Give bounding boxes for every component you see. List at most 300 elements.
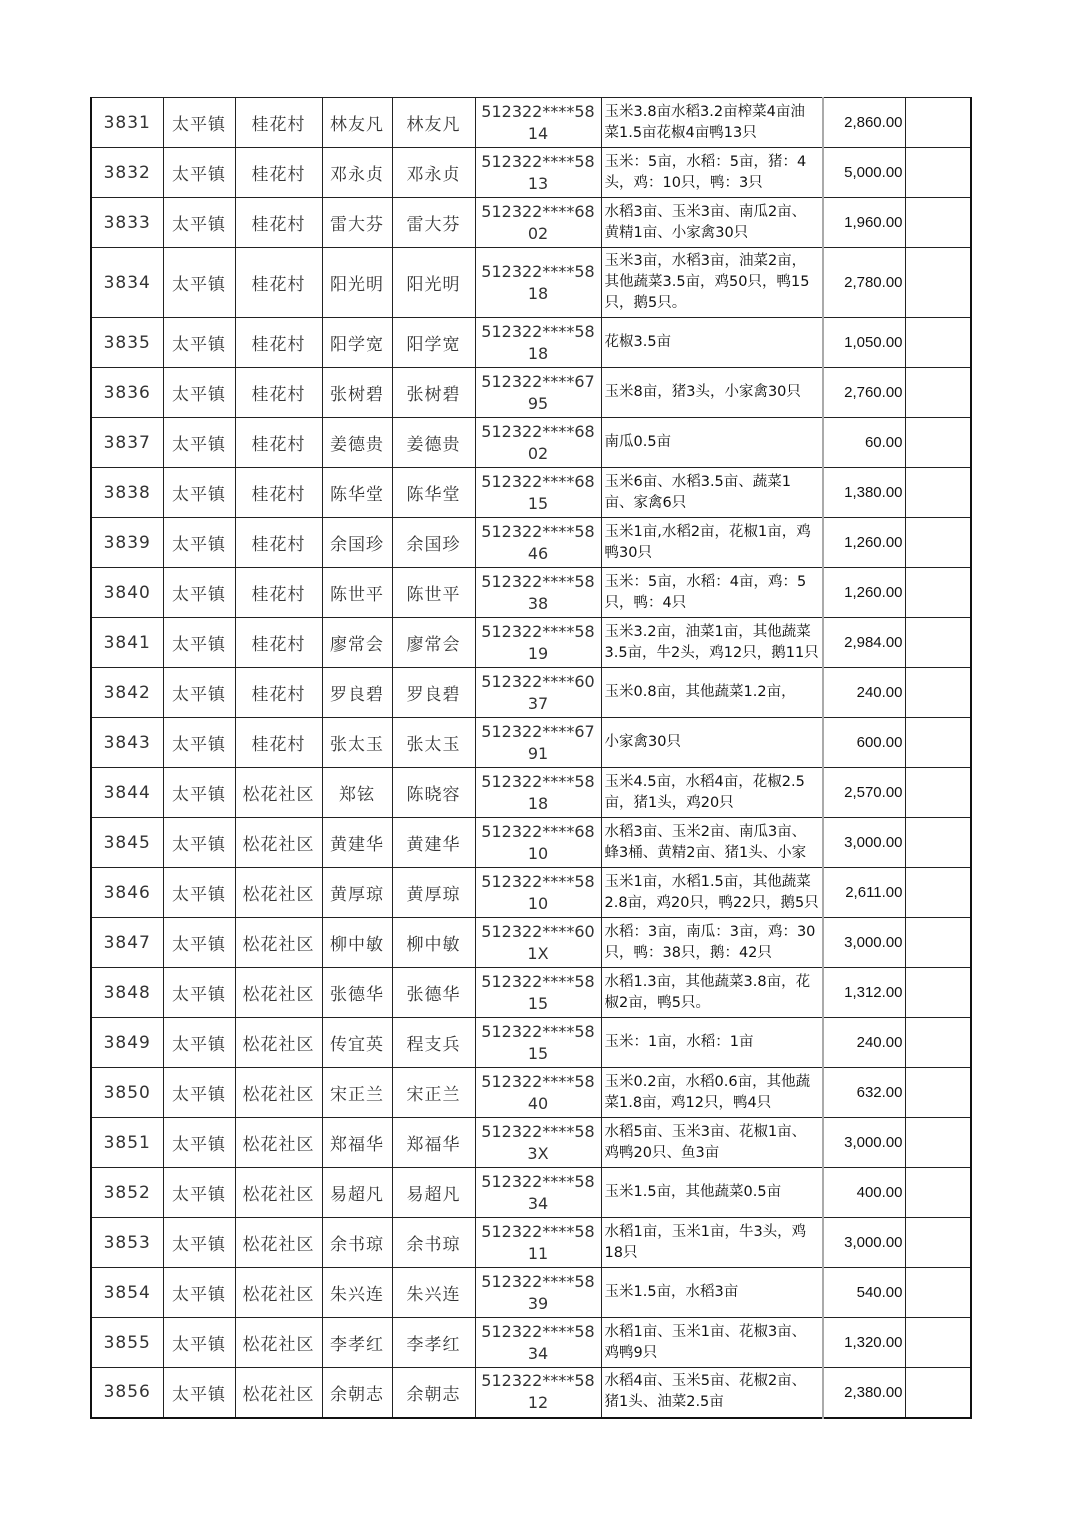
cell-household-name: 朱兴连 — [322, 1268, 392, 1318]
cell-village: 松花社区 — [235, 1218, 322, 1268]
id-number-line-2: 1X — [527, 943, 549, 963]
cell-items — [601, 468, 823, 518]
cell-village: 松花社区 — [235, 918, 322, 968]
id-number-line-1: 512322****60 — [481, 921, 595, 941]
cell-household-name: 郑福华 — [322, 1118, 392, 1168]
cell-village: 桂花村 — [235, 318, 322, 368]
cell-payee-name: 余朝志 — [392, 1368, 475, 1418]
cell-amount: 400.00 — [823, 1168, 905, 1218]
id-number-line-1: 512322****68 — [481, 201, 595, 221]
cell-village: 松花社区 — [235, 1168, 322, 1218]
cell-serial-number: 3851 — [91, 1118, 163, 1168]
cell-amount: 3,000.00 — [823, 818, 905, 868]
cell-payee-name: 罗良碧 — [392, 668, 475, 718]
cell-serial-number: 3836 — [91, 368, 163, 418]
cell-items — [601, 718, 823, 768]
cell-household-name: 廖常会 — [322, 618, 392, 668]
items-text: 玉米1亩，水稻1.5亩，其他蔬菜2.8亩，鸡20只，鸭22只，鹅5只 — [604, 873, 819, 911]
cell-household-name: 张德华 — [322, 968, 392, 1018]
cell-amount: 240.00 — [823, 668, 905, 718]
cell-payee-name: 姜德贵 — [392, 418, 475, 468]
cell-amount: 2,984.00 — [823, 618, 905, 668]
cell-id-number — [475, 1218, 601, 1268]
cell-town: 太平镇 — [163, 98, 235, 148]
cell-serial-number: 3837 — [91, 418, 163, 468]
cell-serial-number: 3839 — [91, 518, 163, 568]
cell-serial-number: 3833 — [91, 198, 163, 248]
cell-id-number — [475, 1118, 601, 1168]
id-number-line-1: 512322****58 — [481, 521, 595, 541]
cell-amount: 2,760.00 — [823, 368, 905, 418]
table-row — [91, 668, 971, 718]
cell-id-number — [475, 718, 601, 768]
cell-amount: 2,860.00 — [823, 98, 905, 148]
cell-serial-number: 3844 — [91, 768, 163, 818]
cell-town: 太平镇 — [163, 568, 235, 618]
cell-remark — [905, 1118, 971, 1168]
cell-remark — [905, 1218, 971, 1268]
cell-town: 太平镇 — [163, 518, 235, 568]
cell-household-name: 罗良碧 — [322, 668, 392, 718]
cell-town: 太平镇 — [163, 768, 235, 818]
cell-amount: 1,260.00 — [823, 568, 905, 618]
cell-town: 太平镇 — [163, 668, 235, 718]
cell-id-number — [475, 568, 601, 618]
id-number-line-1: 512322****58 — [481, 1121, 595, 1141]
cell-amount: 2,780.00 — [823, 248, 905, 318]
cell-payee-name: 陈华堂 — [392, 468, 475, 518]
cell-payee-name: 宋正兰 — [392, 1068, 475, 1118]
cell-id-number — [475, 148, 601, 198]
id-number-line-1: 512322****58 — [481, 1321, 595, 1341]
cell-items — [601, 918, 823, 968]
id-number-line-2: 10 — [527, 843, 549, 863]
cell-remark — [905, 468, 971, 518]
id-number-line-1: 512322****67 — [481, 371, 595, 391]
table-row — [91, 1318, 971, 1368]
items-text: 玉米：5亩，水稻：5亩，猪：4头，鸡：10只，鸭：3只 — [604, 153, 807, 191]
items-text: 南瓜0.5亩 — [604, 434, 672, 450]
cell-village: 松花社区 — [235, 1268, 322, 1318]
cell-household-name: 雷大芬 — [322, 198, 392, 248]
cell-household-name: 邓永贞 — [322, 148, 392, 198]
table-row — [91, 418, 971, 468]
cell-town: 太平镇 — [163, 1018, 235, 1068]
id-number-line-2: 15 — [527, 493, 549, 513]
cell-household-name: 李孝红 — [322, 1318, 392, 1368]
cell-payee-name: 陈晓容 — [392, 768, 475, 818]
cell-remark — [905, 1318, 971, 1368]
cell-remark — [905, 668, 971, 718]
items-text: 玉米3.8亩水稻3.2亩榨菜4亩油菜1.5亩花椒4亩鸭13只 — [604, 103, 805, 141]
cell-amount: 1,380.00 — [823, 468, 905, 518]
cell-payee-name: 郑福华 — [392, 1118, 475, 1168]
cell-payee-name: 林友凡 — [392, 98, 475, 148]
cell-town: 太平镇 — [163, 1068, 235, 1118]
id-number-line-2: 13 — [527, 173, 549, 193]
cell-village: 桂花村 — [235, 418, 322, 468]
items-text: 玉米0.2亩，水稻0.6亩，其他蔬菜1.8亩，鸡12只，鸭4只 — [604, 1073, 811, 1111]
cell-village: 松花社区 — [235, 1018, 322, 1068]
cell-village: 桂花村 — [235, 98, 322, 148]
table-row — [91, 1018, 971, 1068]
cell-amount: 1,050.00 — [823, 318, 905, 368]
id-number-line-2: 10 — [527, 893, 549, 913]
cell-remark — [905, 248, 971, 318]
cell-id-number — [475, 818, 601, 868]
cell-payee-name: 黄建华 — [392, 818, 475, 868]
cell-town: 太平镇 — [163, 618, 235, 668]
id-number-line-2: 12 — [527, 1393, 549, 1413]
id-number-line-1: 512322****60 — [481, 671, 595, 691]
table-body — [91, 98, 971, 1418]
cell-serial-number: 3831 — [91, 98, 163, 148]
id-number-line-1: 512322****58 — [481, 1221, 595, 1241]
items-text: 玉米3.2亩，油菜1亩，其他蔬菜3.5亩，牛2头，鸡12只，鹅11只 — [604, 623, 819, 661]
cell-amount: 3,000.00 — [823, 1118, 905, 1168]
cell-amount: 1,320.00 — [823, 1318, 905, 1368]
cell-household-name: 张树碧 — [322, 368, 392, 418]
items-text: 水稻5亩、玉米3亩、花椒1亩、鸡鸭20只、鱼3亩 — [604, 1123, 807, 1161]
id-number-line-2: 18 — [527, 793, 549, 813]
id-number-line-2: 40 — [527, 1093, 549, 1113]
cell-town: 太平镇 — [163, 1368, 235, 1418]
cell-town: 太平镇 — [163, 1168, 235, 1218]
cell-village: 桂花村 — [235, 518, 322, 568]
table-row — [91, 968, 971, 1018]
cell-payee-name: 李孝红 — [392, 1318, 475, 1368]
cell-town: 太平镇 — [163, 1318, 235, 1368]
cell-id-number — [475, 368, 601, 418]
table-row — [91, 1068, 971, 1118]
items-text: 玉米8亩，猪3头，小家禽30只 — [604, 384, 801, 400]
cell-serial-number: 3855 — [91, 1318, 163, 1368]
cell-items — [601, 1118, 823, 1168]
items-text: 小家禽30只 — [604, 734, 681, 750]
cell-items — [601, 1068, 823, 1118]
subsidy-table-container — [90, 97, 972, 1419]
id-number-line-2: 38 — [527, 593, 549, 613]
cell-village: 松花社区 — [235, 818, 322, 868]
cell-id-number — [475, 1018, 601, 1068]
cell-village: 桂花村 — [235, 568, 322, 618]
items-text: 花椒3.5亩 — [604, 334, 672, 350]
cell-village: 桂花村 — [235, 468, 322, 518]
items-text: 玉米1.5亩，其他蔬菜0.5亩 — [604, 1184, 782, 1200]
cell-payee-name: 黄厚琼 — [392, 868, 475, 918]
cell-town: 太平镇 — [163, 248, 235, 318]
cell-items — [601, 368, 823, 418]
id-number-line-2: 19 — [527, 643, 549, 663]
cell-serial-number: 3850 — [91, 1068, 163, 1118]
cell-payee-name: 廖常会 — [392, 618, 475, 668]
id-number-line-2: 02 — [527, 223, 549, 243]
table-row — [91, 368, 971, 418]
cell-items — [601, 1018, 823, 1068]
id-number-line-1: 512322****58 — [481, 101, 595, 121]
cell-payee-name: 雷大芬 — [392, 198, 475, 248]
table-row — [91, 918, 971, 968]
cell-village: 桂花村 — [235, 368, 322, 418]
items-text: 水稻3亩、玉米3亩、南瓜2亩、黄精1亩、小家禽30只 — [604, 203, 807, 241]
id-number-line-1: 512322****68 — [481, 421, 595, 441]
cell-payee-name: 余书琼 — [392, 1218, 475, 1268]
cell-items — [601, 668, 823, 718]
cell-payee-name: 朱兴连 — [392, 1268, 475, 1318]
cell-town: 太平镇 — [163, 968, 235, 1018]
cell-household-name: 黄厚琼 — [322, 868, 392, 918]
cell-remark — [905, 968, 971, 1018]
cell-village: 桂花村 — [235, 248, 322, 318]
id-number-line-2: 34 — [527, 1193, 549, 1213]
cell-items — [601, 248, 823, 318]
table-row — [91, 618, 971, 668]
cell-items — [601, 968, 823, 1018]
cell-serial-number: 3834 — [91, 248, 163, 318]
cell-payee-name: 易超凡 — [392, 1168, 475, 1218]
id-number-line-1: 512322****58 — [481, 621, 595, 641]
cell-id-number — [475, 318, 601, 368]
cell-id-number — [475, 768, 601, 818]
cell-village: 桂花村 — [235, 148, 322, 198]
cell-remark — [905, 818, 971, 868]
cell-amount: 632.00 — [823, 1068, 905, 1118]
id-number-line-1: 512322****58 — [481, 151, 595, 171]
cell-household-name: 阳学宽 — [322, 318, 392, 368]
cell-village: 松花社区 — [235, 1068, 322, 1118]
cell-id-number — [475, 418, 601, 468]
cell-remark — [905, 618, 971, 668]
cell-village: 松花社区 — [235, 868, 322, 918]
cell-household-name: 陈世平 — [322, 568, 392, 618]
items-text: 玉米：5亩，水稻：4亩，鸡：5只，鸭：4只 — [604, 573, 807, 611]
id-number-line-2: 91 — [527, 743, 549, 763]
cell-household-name: 易超凡 — [322, 1168, 392, 1218]
cell-household-name: 余国珍 — [322, 518, 392, 568]
cell-household-name: 阳光明 — [322, 248, 392, 318]
cell-household-name: 黄建华 — [322, 818, 392, 868]
cell-town: 太平镇 — [163, 198, 235, 248]
table-row — [91, 98, 971, 148]
cell-household-name: 郑铉 — [322, 768, 392, 818]
cell-remark — [905, 1068, 971, 1118]
subsidy-table — [90, 97, 972, 1419]
cell-payee-name: 陈世平 — [392, 568, 475, 618]
id-number-line-2: 14 — [527, 123, 549, 143]
cell-village: 桂花村 — [235, 718, 322, 768]
cell-village: 松花社区 — [235, 1318, 322, 1368]
cell-amount: 1,312.00 — [823, 968, 905, 1018]
cell-items — [601, 1318, 823, 1368]
table-row — [91, 1268, 971, 1318]
id-number-line-1: 512322****58 — [481, 1271, 595, 1291]
cell-items — [601, 768, 823, 818]
cell-remark — [905, 198, 971, 248]
cell-serial-number: 3856 — [91, 1368, 163, 1418]
items-text: 玉米：1亩，水稻：1亩 — [604, 1034, 754, 1050]
id-number-line-1: 512322****58 — [481, 321, 595, 341]
cell-payee-name: 张德华 — [392, 968, 475, 1018]
id-number-line-2: 18 — [527, 283, 549, 303]
cell-remark — [905, 318, 971, 368]
cell-town: 太平镇 — [163, 468, 235, 518]
id-number-line-1: 512322****58 — [481, 771, 595, 791]
cell-amount: 2,570.00 — [823, 768, 905, 818]
cell-id-number — [475, 1318, 601, 1368]
cell-id-number — [475, 918, 601, 968]
id-number-line-1: 512322****58 — [481, 1021, 595, 1041]
table-row — [91, 148, 971, 198]
items-text: 水稻：3亩，南瓜：3亩，鸡：30只，鸭：38只，鹅：42只 — [604, 923, 816, 961]
table-row — [91, 768, 971, 818]
cell-items — [601, 568, 823, 618]
id-number-line-2: 95 — [527, 393, 549, 413]
cell-serial-number: 3847 — [91, 918, 163, 968]
cell-serial-number: 3848 — [91, 968, 163, 1018]
cell-town: 太平镇 — [163, 818, 235, 868]
cell-village: 松花社区 — [235, 1118, 322, 1168]
cell-items — [601, 1218, 823, 1268]
table-row — [91, 868, 971, 918]
cell-town: 太平镇 — [163, 418, 235, 468]
cell-remark — [905, 98, 971, 148]
cell-items — [601, 818, 823, 868]
cell-id-number — [475, 1268, 601, 1318]
cell-amount: 240.00 — [823, 1018, 905, 1068]
cell-household-name: 余书琼 — [322, 1218, 392, 1268]
table-row — [91, 1168, 971, 1218]
items-text: 玉米4.5亩，水稻4亩，花椒2.5亩，猪1头，鸡20只 — [604, 773, 805, 811]
cell-id-number — [475, 668, 601, 718]
cell-household-name: 传宜英 — [322, 1018, 392, 1068]
items-text: 玉米0.8亩，其他蔬菜1.2亩， — [604, 684, 796, 700]
cell-id-number — [475, 248, 601, 318]
items-text: 水稻1亩，玉米1亩，牛3头，鸡18只 — [604, 1223, 807, 1261]
cell-id-number — [475, 98, 601, 148]
cell-payee-name: 张太玉 — [392, 718, 475, 768]
table-row — [91, 1368, 971, 1418]
cell-household-name: 林友凡 — [322, 98, 392, 148]
cell-remark — [905, 148, 971, 198]
items-text: 水稻3亩、玉米2亩、南瓜3亩、蜂3桶、黄精2亩、猪1头、小家 — [604, 823, 807, 861]
id-number-line-1: 512322****58 — [481, 1071, 595, 1091]
table-row — [91, 198, 971, 248]
cell-remark — [905, 768, 971, 818]
cell-remark — [905, 1018, 971, 1068]
cell-town: 太平镇 — [163, 148, 235, 198]
cell-payee-name: 柳中敏 — [392, 918, 475, 968]
id-number-line-2: 3X — [527, 1143, 549, 1163]
cell-remark — [905, 918, 971, 968]
cell-amount: 540.00 — [823, 1268, 905, 1318]
table-row — [91, 318, 971, 368]
id-number-line-2: 39 — [527, 1293, 549, 1313]
cell-id-number — [475, 868, 601, 918]
cell-serial-number: 3846 — [91, 868, 163, 918]
cell-serial-number: 3841 — [91, 618, 163, 668]
cell-remark — [905, 868, 971, 918]
cell-id-number — [475, 618, 601, 668]
items-text: 水稻4亩、玉米5亩、花椒2亩、猪1头、油菜2.5亩 — [604, 1373, 807, 1411]
cell-amount: 1,960.00 — [823, 198, 905, 248]
cell-village: 松花社区 — [235, 768, 322, 818]
id-number-line-1: 512322****68 — [481, 471, 595, 491]
cell-remark — [905, 1168, 971, 1218]
cell-village: 桂花村 — [235, 668, 322, 718]
cell-town: 太平镇 — [163, 718, 235, 768]
id-number-line-1: 512322****58 — [481, 1171, 595, 1191]
cell-items — [601, 98, 823, 148]
id-number-line-2: 37 — [527, 693, 549, 713]
items-text: 玉米1亩,水稻2亩，花椒1亩，鸡鸭30只 — [604, 523, 811, 561]
cell-town: 太平镇 — [163, 368, 235, 418]
cell-items — [601, 318, 823, 368]
cell-household-name: 姜德贵 — [322, 418, 392, 468]
cell-serial-number: 3838 — [91, 468, 163, 518]
cell-town: 太平镇 — [163, 1218, 235, 1268]
table-row — [91, 1218, 971, 1268]
cell-remark — [905, 518, 971, 568]
id-number-line-1: 512322****67 — [481, 721, 595, 741]
cell-village: 松花社区 — [235, 968, 322, 1018]
id-number-line-1: 512322****68 — [481, 821, 595, 841]
cell-household-name: 柳中敏 — [322, 918, 392, 968]
id-number-line-2: 15 — [527, 993, 549, 1013]
cell-id-number — [475, 198, 601, 248]
cell-remark — [905, 568, 971, 618]
id-number-line-2: 02 — [527, 443, 549, 463]
cell-payee-name: 邓永贞 — [392, 148, 475, 198]
cell-payee-name: 张树碧 — [392, 368, 475, 418]
cell-items — [601, 1168, 823, 1218]
cell-id-number — [475, 968, 601, 1018]
cell-town: 太平镇 — [163, 1268, 235, 1318]
cell-items — [601, 618, 823, 668]
cell-household-name: 宋正兰 — [322, 1068, 392, 1118]
cell-items — [601, 1368, 823, 1418]
cell-serial-number: 3842 — [91, 668, 163, 718]
cell-payee-name: 余国珍 — [392, 518, 475, 568]
cell-household-name: 陈华堂 — [322, 468, 392, 518]
cell-items — [601, 1268, 823, 1318]
id-number-line-2: 46 — [527, 543, 549, 563]
cell-town: 太平镇 — [163, 318, 235, 368]
cell-serial-number: 3853 — [91, 1218, 163, 1268]
id-number-line-2: 11 — [527, 1243, 549, 1263]
items-text: 玉米1.5亩，水稻3亩 — [604, 1284, 739, 1300]
cell-town: 太平镇 — [163, 1118, 235, 1168]
id-number-line-1: 512322****58 — [481, 971, 595, 991]
cell-serial-number: 3832 — [91, 148, 163, 198]
cell-serial-number: 3854 — [91, 1268, 163, 1318]
cell-amount: 2,380.00 — [823, 1368, 905, 1418]
cell-items — [601, 868, 823, 918]
cell-items — [601, 198, 823, 248]
table-row — [91, 248, 971, 318]
cell-village: 松花社区 — [235, 1368, 322, 1418]
cell-remark — [905, 718, 971, 768]
cell-payee-name: 阳学宽 — [392, 318, 475, 368]
cell-household-name: 张太玉 — [322, 718, 392, 768]
table-row — [91, 468, 971, 518]
cell-amount: 2,611.00 — [823, 868, 905, 918]
cell-serial-number: 3840 — [91, 568, 163, 618]
cell-payee-name: 程支兵 — [392, 1018, 475, 1068]
cell-id-number — [475, 468, 601, 518]
cell-amount: 5,000.00 — [823, 148, 905, 198]
table-row — [91, 518, 971, 568]
items-text: 水稻1.3亩，其他蔬菜3.8亩，花椒2亩，鸭5只。 — [604, 973, 811, 1011]
